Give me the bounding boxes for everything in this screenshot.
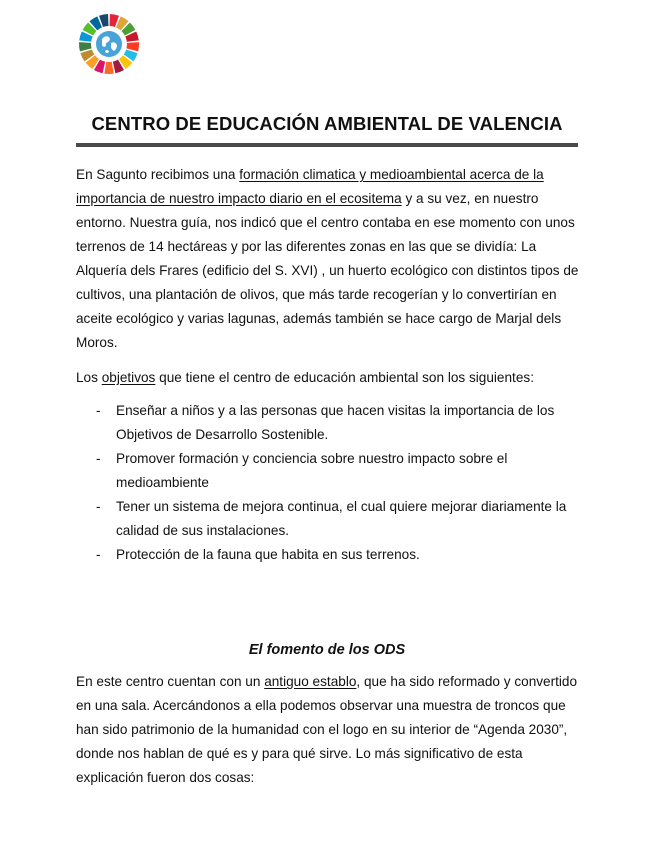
list-item: - Protección de la fauna que habita en sus terrenos. <box>96 547 420 562</box>
globe-icon <box>96 31 122 57</box>
title-divider <box>76 143 578 147</box>
logo-wheel-segment <box>79 42 92 51</box>
list-item: - Enseñar a niños y a las personas que hacen visitas la importancia de los Objetivos de Desarrollo Sostenible. <box>96 403 555 442</box>
objectives-intro: Los objetivos que tiene el centro de educación ambiental son los siguientes: <box>76 370 534 385</box>
section-paragraph: En este centro cuentan con un antiguo establo, que ha sido reformado y convertido en una sala. Acercándonos a ella podemos observar una muestra de troncos que han sido patrimonio de la humanidad con el logo en su interior de “Agenda 2030”, donde nos hablan de qué es y para qué sirve. Lo más significativo de esta explicación fueron dos cosas: <box>76 674 578 785</box>
objectives-list <box>76 399 581 567</box>
underlined-phrase: formación climatica y medioambiental acerca de la importancia de nuestro impacto diario en el ecositema <box>76 167 544 206</box>
logo-wheel-segment <box>104 62 113 74</box>
underlined-word: objetivos <box>101 370 156 385</box>
logo-wheel-segment <box>126 42 139 51</box>
page-title: CENTRO DE EDUCACIÓN AMBIENTAL DE VALENCIA <box>91 113 563 134</box>
list-item: - Promover formación y conciencia sobre nuestro impacto sobre el medioambiente <box>96 451 508 490</box>
list-item: - Tener un sistema de mejora continua, el cual quiere mejorar diariamente la calidad de sus instalaciones. <box>96 499 567 538</box>
underlined-phrase: antiguo establo <box>264 674 357 689</box>
intro-paragraph: En Sagunto recibimos una formación climatica y medioambiental acerca de la importancia de nuestro impacto diario en el ecositema y a su vez, en nuestro entorno. Nuestra guía, nos indicó que el centro contaba en ese momento con unos terrenos de 14 hectáreas y por las diferentes zonas en las que se dividía: La Alquería dels Frares (edificio del S. XVI) , un huerto ecológico con distintos tipos de cultivos, una plantación de olivos, que más tarde recogerían y lo convertirían en aceite ecológico y varias lagunas, además también se hace cargo de Marjal dels Moros. <box>76 167 579 350</box>
sdg-wheel-logo <box>78 13 140 75</box>
section-heading: El fomento de los ODS <box>248 642 406 658</box>
